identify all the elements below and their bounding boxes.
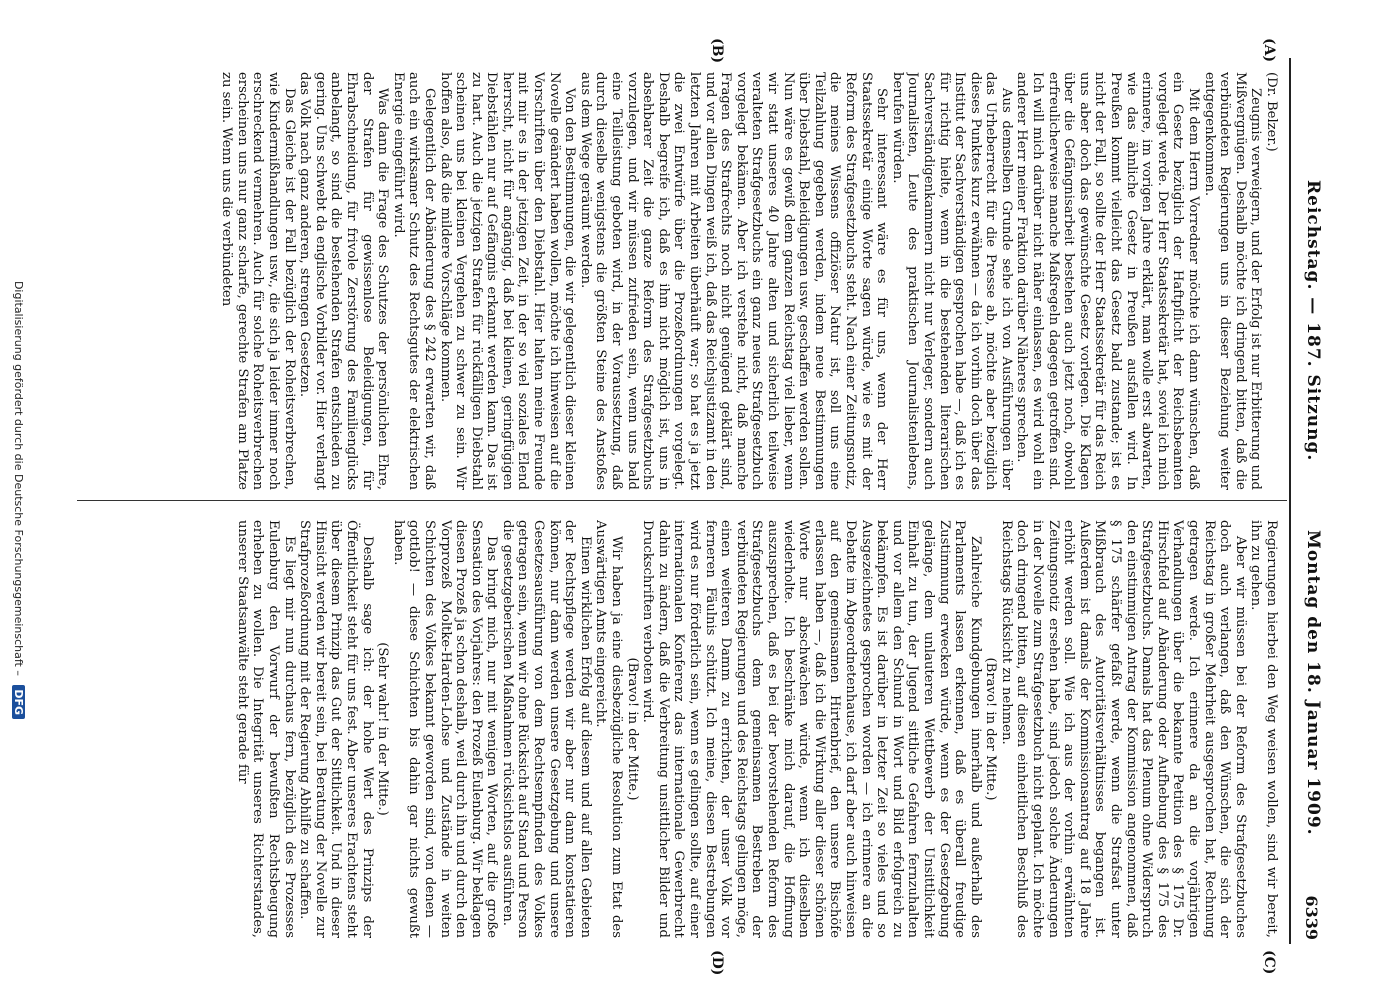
page-header xyxy=(1291,60,1325,940)
margin-letter-b: (B) xyxy=(709,38,725,64)
paragraph: Gelegentlich der Abänderung des § 242 erwarten wir, daß auch ein wirksamer Schutz des Rechtsgutes der elektrischen Energie eingeführt wird. xyxy=(390,72,437,490)
speaker-name: (Dr. Belzer.) xyxy=(1264,72,1279,152)
margin-letter-d: (D) xyxy=(709,950,725,976)
paragraph: Aber wir müssen bei der Reform des Strafgesetzbuches doch auch verlangen, daß den Wünschen, die sich der Reichstag in großer Mehrheit ausgesprochen hat, Rechnung getragen werde. Ich erinnere da an die vorjährigen Verhandlungen über die bekannte Petition des § 175 Dr. Hirschfeld auf Abänderung oder Aufhebung des § 175 des Strafgesetzbuchs. Damals hat das Plenum ohne Widerspruch den einstimmigen Antrag der Kommission angenommen, daß § 175 schärfer gefaßt werde, wenn die Strafsat unter Mißbrauch des Autoritätsverhältnisses begangen ist. Außerdem ist damals der Kommissionsantrag auf 18 Jahre erhöht werden soll. Wie ich aus der vorhin erwähnten Zeitungsnotiz ersehen habe, sind jedoch solche Änderungen in der Novelle zum Strafgesetzbuch nicht geplant. Ich möchte doch dringend bitten, auf diesen einheitlichen Beschluß des Reichstags Rücksicht zu nehmen. xyxy=(998,520,1248,938)
paragraph: Es liegt mir nun durchaus fern, bezüglich des Prozesses Eulenburg den Vorwurf der bewußten Rechtsbeugung erheben zu wollen. Die Integrität unseres Richterstandes, unserer Staatsanwälte steht gerade für xyxy=(234,520,297,938)
paragraph: Aus demselben Grunde sehe ich von Ausführungen über das Urheberrecht für die Presse ab, möchte aber bezüglich dieses Punktes kurz erwähnen — da ich vorhin doch über das Institut der Sachverständigen gesprochen habe —, daß ich es für richtig hielte, wenn in die bestehenden literarischen Sachverständigenkammern nicht nur Verleger, sondern auch Journalisten, Leute des praktischen Journalistenlebens, berufen würden. xyxy=(889,72,1014,490)
column-divider xyxy=(77,500,1287,501)
paragraph: Zeugnis verweigern, und der Erfolg ist nur Erbitterung und Mißvergnügen. Deshalb möchte ich dringend bitten, daß die verbündeten Regierungen uns in dieser Beziehung weiter entgegenkommen. xyxy=(1201,72,1264,490)
digitization-footer xyxy=(3,0,25,1000)
dfg-logo: DFG xyxy=(12,685,25,719)
right-column xyxy=(79,520,1279,938)
header-rule xyxy=(1289,58,1291,944)
paragraph: Einen wirklichen Erfolg auf diesem und auf allen Gebieten der Rechtspflege werden wir aber nur dann konstatieren können, nur dann werden unsere Gesetzgebung und unsere Gesetzesausführung von dem Rechtsempfinden des Volkes getragen sein, wenn wir ohne Rücksicht auf Stand und Person die gesetzgeberischen Maßnahmen rücksichtslos ausführen. xyxy=(499,520,593,938)
paragraph: Zahlreiche Kundgebungen innerhalb und außerhalb des Parlaments lassen erkennen, daß es überall freudige Zustimmung erwecken würde, wenn es der Gesetzgebung gelänge, dem unlauteren Wettbewerb der Unsittlichkeit Einhalt zu tun, der Jugend sittliche Gefahren fernzuhalten und vor allem den Schund in Wort und Bild erfolgreich zu bekämpfen. Es ist darüber in letzter Zeit so vieles und so Ausgezeichnetes gesprochen worden — ich erinnere an die Debatte im Abgeordnetenhause, ich darf aber auch hinweisen auf den gemeinsamen Hirtenbrief, den unsere Bischöfe erlassen haben —, daß ich die Wirkung aller dieser schönen Worte nur abschwächen würde, wenn ich dieselben wiederholte. Ich beschränke mich darauf, die Hoffnung auszusprechen, daß es bei der bevorstehenden Reform des Strafgesetzbuchs dem gemeinsamen Bestreben der verbündeten Regierungen und des Reichstags gelingen möge, einen weiteren Damm zu errichten, der unser Volk vor ferneren Fäulnis schützt. Ich meine, diesen Bestrebungen wird es nur förderlich sein, wenn es gelingen sollte, auf einer internationalen Konferenz das internationale Gewerbrecht dahin zu ändern, daß die Verbreitung unsittlicher Bilder und Druckschriften verboten wird. xyxy=(640,520,983,938)
header-title-right: Montag den 18. Januar 1909. xyxy=(1303,530,1323,836)
paragraph: Regierungen hierbei den Weg weisen wollen, sind wir bereit, ihn zu gehen. xyxy=(1248,520,1279,938)
paragraph: Das Gleiche ist der Fall bezüglich der Roheitsverbrechen, wie Kindermißhandlungen usw., die sich ja leider immer noch erschreckend vermehren. Auch für solche Roheitsverbrechen erscheinen uns nur ganz scharfe, gerechte Strafen am Platze zu sein. Wenn uns die verbündeten xyxy=(219,72,297,490)
interjection: (Bravo! in der Mitte.) xyxy=(983,657,999,801)
margin-letter-c: (C) xyxy=(1261,950,1277,975)
paragraph: Von den Bestimmungen, die wir gelegentlich dieser kleinen Novelle geändert haben wollen, möchte ich hinweisen auf die Vorschriften über den Diebstahl. Hier halten meine Freunde mit mir es in der jetzigen Zeit, in der so viel soziales Elend herrscht, nicht für angängig, daß bei kleinen, geringfügigen Diebstählen nur auf Gefängnis erkannt werden kann. Das ist zu hart. Auch die jetzigen Strafen für rückfälligen Diebstahl scheinen uns bei kleinen Vergehen zu schwer zu sein. Wir hoffen also, daß die mildere Vorschläge kommen. xyxy=(437,72,578,490)
paragraph: Sehr interessant wäre es für uns, wenn der Herr Staatssekretär einige Worte sagen würde, wie es mit der Reform des Strafgesetzbuchs steht. Nach einer Zeitungsnotiz, die meines Wissens offiziöser Natur ist, soll uns eine Teilzahlung gegeben werden, indem neue Bestimmungen über Diebstahl, Beleidigungen usw. geschaffen werden sollen. Nun wäre es gewiß dem ganzen Reichstag viel lieber, wenn wir statt unseres 40 Jahre alten und sicherlich teilweise veralteten Strafgesetzbuchs ein ganz neues Strafgesetzbuch vorgelegt bekämen. Aber ich verstehe nicht, daß manche Fragen des Strafrechts noch nicht genügend geklärt sind, und vor allen Dingen weiß ich, daß das Reichsjustizamt in den letzten Jahren mit Arbeiten überhäuft war; so hat es ja jetzt die zwei Entwürfe über die Prozeßordnungen vorgelegt. Deshalb begreife ich, daß es ihm nicht möglich ist, uns in absehbarer Zeit die ganze Reform des Strafgesetzbuchs vorzulegen, und wir müssen zufrieden sein, wenn uns bald eine Teilleistung geboten wird, in der Voraussetzung, daß durch dieselbe wenigstens die größten Steine des Anstoßes aus dem Wege geräumt werden. xyxy=(577,72,890,490)
header-title-left: Reichstag. — 187. Sitzung. xyxy=(1303,180,1323,462)
paragraph: Deshalb sage ich: der hohe Wert des Prinzips der Öffentlichkeit steht für uns fest. Aber unseres Erachtens steht über diesem Prinzip das Gut der Sittlichkeit. Und in dieser Hinsicht werden wir bereit sein, bei Beratung der Novelle zur Strafprozeßordnung mit der Regierung Abhilfe zu schaffen. xyxy=(297,520,375,938)
page-number: 6339 xyxy=(1302,895,1321,940)
left-column xyxy=(79,72,1279,490)
footer-text: Digitalisierung gefördert durch die Deutsche Forschungsgemeinschaft – xyxy=(12,280,25,676)
paragraph: Was dann die Frage des Schutzes der persönlichen Ehre, der Strafen für gewissenlose Beleidigungen, für Ehrabschneidung, für frivole Zerstörung des Familienglücks anbelangt, so sind die bestehenden Strafen entschieden zu gering. Uns schwebt da englische Vorbilder vor. Hier verlangt das Volk nach ganz anderen, strengen Gesetzen. xyxy=(297,72,391,490)
paragraph: Wir haben ja eine diesbezügliche Resolution zum Etat des Auswärtigen Amts eingereicht. xyxy=(593,520,625,938)
paragraph: Mit dem Herrn Vorredner möchte ich dann wünschen, daß ein Gesetz bezüglich der Haftpflicht der Reichsbeamten vorgelegt werde. Der Herr Staatssekretär hat, soviel ich mich erinnere, im vorigen Jahre erklärt, man wolle erst abwarten, wie das ähnliche Gesetz in Preußen ausfallen wird. In Preußen kommt vielleicht das Gesetz bald zustande; ist es nicht der Fall, so sollte der Herr Staatssekretär für das Reich uns aber doch das gewünschte Gesetz vorlegen. Die Klagen über die Gefängnisarbeit bestehen auch jetzt noch, obwohl erfreulicherweise manche Maßregeln dagegen getroffen sind. Ich will mich darüber nicht näher einlassen, es wird wohl ein anderer Herr meiner Fraktion darüber Näheres sprechen. xyxy=(1014,72,1202,490)
paragraph: Das bringt mich, nur mit wenigen Worten, auf die große Sensation des Vorjahres: den Prozeß Eulenburg. Wir beklagen diesen Prozeß ja schon deshalb, weil durch ihn und durch den Vorprozeß Moltke-Harden-Lohse und Zustände in weiten Schichten des Volkes bekannt geworden sind, von denen — gottlob! — diese Schichten bis dahin gar nichts gewußt haben. xyxy=(390,520,500,938)
interjection: (Sehr wahr! in der Mitte.) xyxy=(375,642,391,816)
margin-letter-a: (A) xyxy=(1261,38,1277,63)
interjection: (Bravo! in der Mitte.) xyxy=(624,657,640,801)
